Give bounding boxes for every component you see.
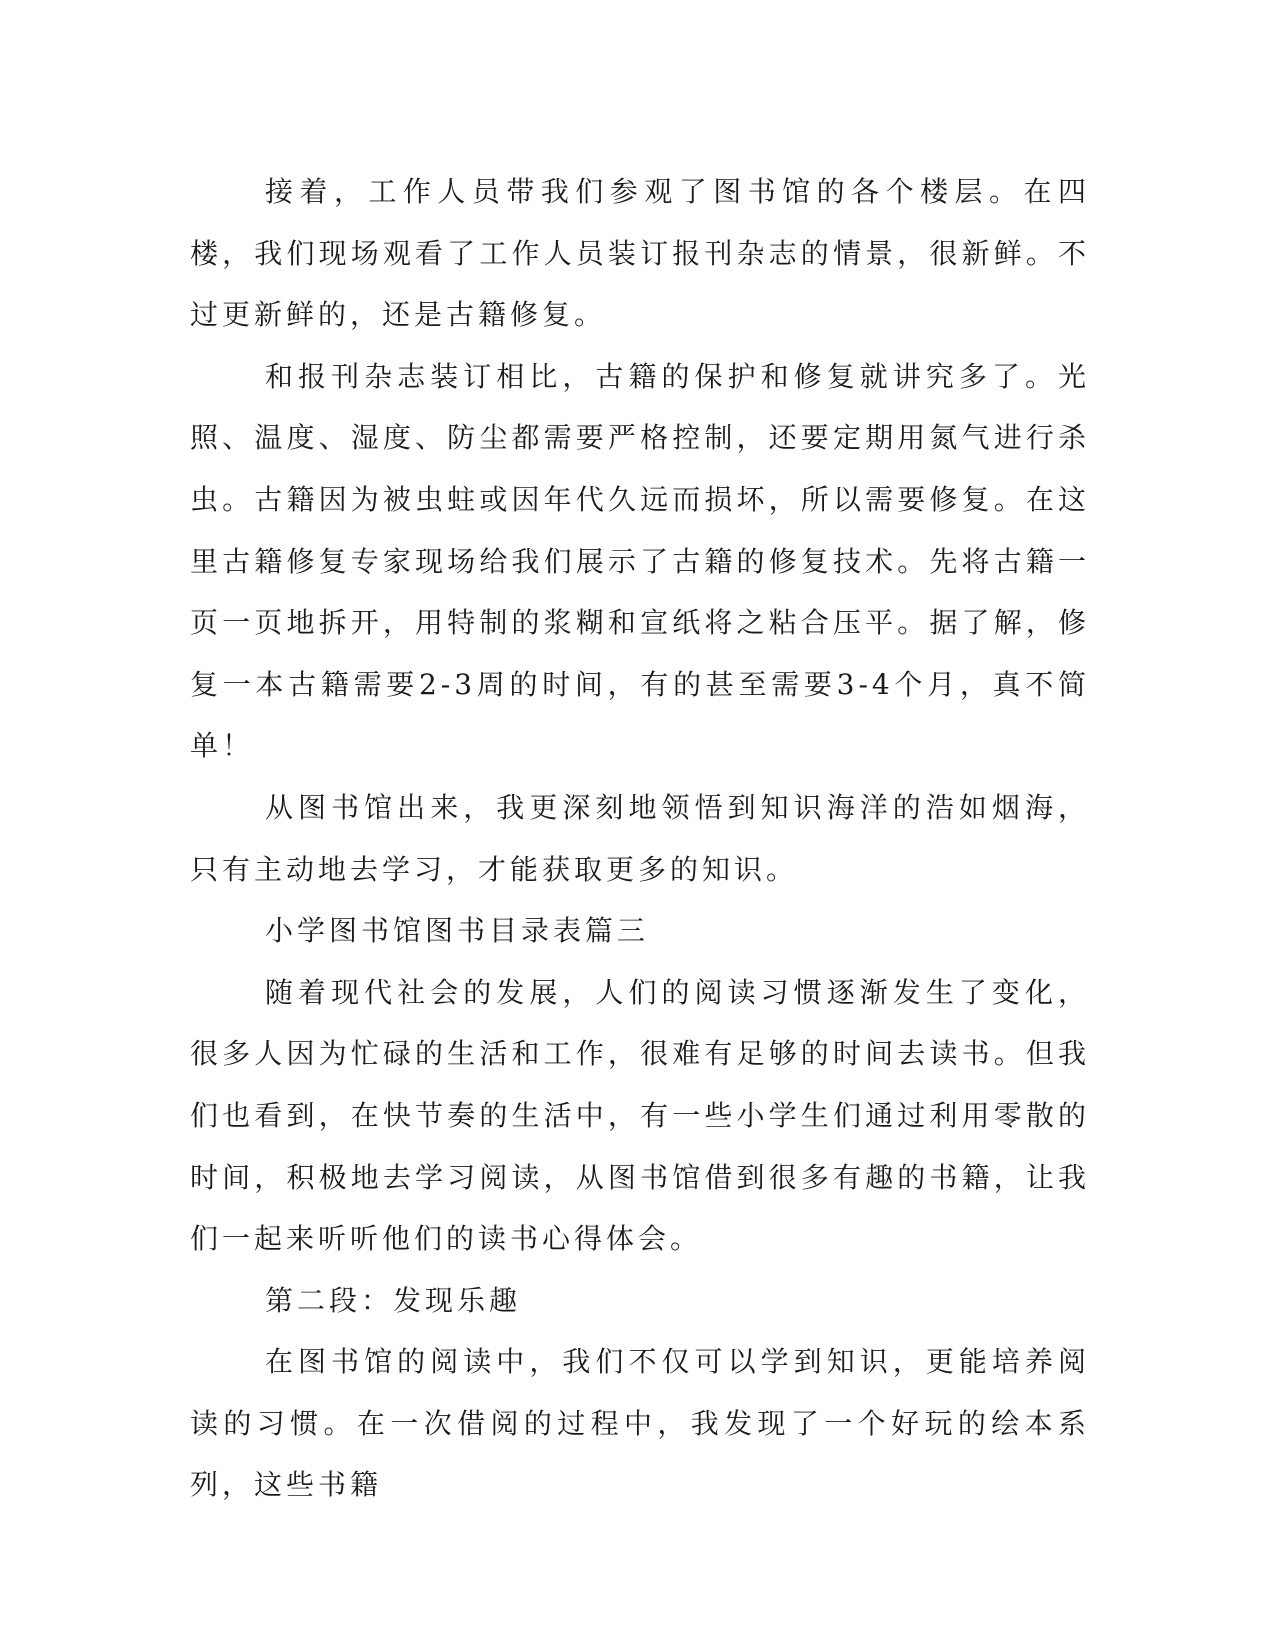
paragraph-reading-habits: 随着现代社会的发展，人们的阅读习惯逐渐发生了变化，很多人因为忙碌的生活和工作，很难有足够的时间去读书。但我们也看到，在快节奏的生活中，有一些小学生们通过利用零散的时间，积极地去学习阅读，从图书馆借到很多有趣的书籍，让我们一起来听听他们的读书心得体会。 (190, 975, 1090, 1256)
paragraph-book-restoration: 和报刊杂志装订相比，古籍的保护和修复就讲究多了。光照、温度、湿度、防尘都需要严格控制，还要定期用氮气进行杀虫。古籍因为被虫蛀或因年代久远而损坏，所以需要修复。在这里古籍修复专家现场给我们展示了古籍的修复技术。先将古籍一页一页地拆开，用特制的浆糊和宣纸将之粘合压平。据了解，修复一本古籍需要2-3周的时间，有的甚至需要3-4个月，真不简单！ (190, 359, 1090, 763)
document-body (190, 161, 1090, 1516)
subsection-title: 第二段：发现乐趣 (265, 1283, 522, 1317)
paragraph-discover-fun: 在图书馆的阅读中，我们不仅可以学到知识，更能培养阅读的习惯。在一次借阅的过程中，我发现了一个好玩的绘本系列，这些书籍 (190, 1345, 1090, 1502)
paragraph-library-tour: 接着，工作人员带我们参观了图书馆的各个楼层。在四楼，我们现场观看了工作人员装订报刊杂志的情景，很新鲜。不过更新鲜的，还是古籍修复。 (190, 175, 1090, 332)
paragraph-conclusion: 从图书馆出来，我更深刻地领悟到知识海洋的浩如烟海，只有主动地去学习，才能获取更多的知识。 (190, 790, 1090, 886)
section-title: 小学图书馆图书目录表篇三 (265, 914, 650, 948)
